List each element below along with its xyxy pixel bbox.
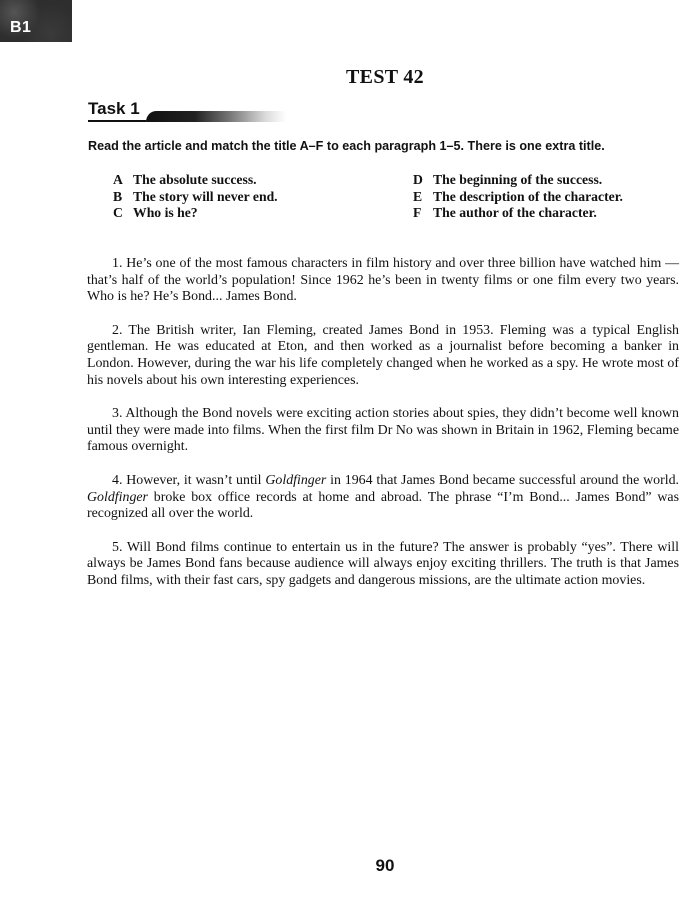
paragraph-4 xyxy=(87,473,679,523)
title-letter: B xyxy=(113,188,123,204)
paragraph-number: 1. xyxy=(112,256,123,271)
title-option-d xyxy=(413,172,623,189)
level-badge-label: B1 xyxy=(10,19,32,36)
paragraph-text: Will Bond films continue to entertain us in the future? The answer is probably “yes”. There will always be James Bond fans because audience will always enjoy exciting thrillers. The truth is that James Bond films, with their fast cars, spy gadgets and dangerous missions, are the ultimate action movies. xyxy=(87,539,679,588)
page-number: 90 xyxy=(375,856,395,875)
paragraph-number: 5. xyxy=(112,539,123,555)
paragraph-3 xyxy=(87,406,679,456)
article xyxy=(87,256,679,607)
paragraph-text: He’s one of the most famous characters in film history and over three billion have watched him — that’s half of the world’s population! Since 1962 he’s been in twenty films or one film every two years. Who is he? He’s Bond... James Bond. xyxy=(87,256,679,305)
paragraph-number: 2. xyxy=(112,322,123,338)
title-option-f xyxy=(413,205,623,222)
paragraph-text: The British writer, Ian Fleming, created James Bond in 1953. Fleming was a typical English gentleman. He was educated at Eton, and then worked as a journalist before becoming a banker in London. However, during the war his life completely changed when he worked as a spy. He wrote most of his novels about his own interesting experiences. xyxy=(87,322,679,388)
title-letter: A xyxy=(113,172,123,187)
title-letter: D xyxy=(413,172,423,187)
title-text: Who is he? xyxy=(133,205,198,220)
test-title: TEST 42 xyxy=(346,66,424,88)
titles-list-left xyxy=(113,172,278,222)
title-text: The absolute success. xyxy=(133,172,257,187)
paragraph-text: broke box office records at home and abroad. The phrase “I’m Bond... James Bond” was recognized all over the world. xyxy=(87,489,679,522)
task-header xyxy=(88,99,288,123)
title-option-b xyxy=(113,189,278,206)
title-letter: F xyxy=(413,205,422,220)
title-letter: C xyxy=(113,205,123,220)
film-title: Goldfinger xyxy=(265,472,327,488)
paragraph-text: However, it wasn’t until xyxy=(126,472,266,488)
level-badge xyxy=(0,0,72,42)
title-option-e xyxy=(413,189,623,206)
paragraph-number: 3. xyxy=(112,406,123,422)
task-underline xyxy=(88,120,146,122)
title-letter: E xyxy=(413,188,423,204)
paragraph-2 xyxy=(87,323,679,389)
title-option-a xyxy=(113,172,278,189)
paragraph-5 xyxy=(87,540,679,590)
title-text: The story will never end. xyxy=(133,188,278,204)
task-label: Task 1 xyxy=(88,99,140,118)
title-option-c xyxy=(113,205,278,222)
titles-list-right xyxy=(413,172,623,222)
paragraph-text: in 1964 that James Bond became successful around the world. xyxy=(326,472,679,488)
task-instruction: Read the article and match the title A–F to each paragraph 1–5. There is one extra title. xyxy=(88,139,605,153)
paragraph-1 xyxy=(87,256,679,306)
title-text: The beginning of the success. xyxy=(433,172,603,187)
task-header-bar xyxy=(146,111,286,122)
title-text: The description of the character. xyxy=(433,188,623,204)
paragraph-text: Although the Bond novels were exciting action stories about spies, they didn’t become well known until they were made into films. When the first film Dr No was shown in Britain in 1962, Fleming became famous overnight. xyxy=(87,406,679,455)
title-text: The author of the character. xyxy=(433,205,597,220)
paragraph-number: 4. xyxy=(112,472,123,488)
film-title: Goldfinger xyxy=(87,489,148,505)
